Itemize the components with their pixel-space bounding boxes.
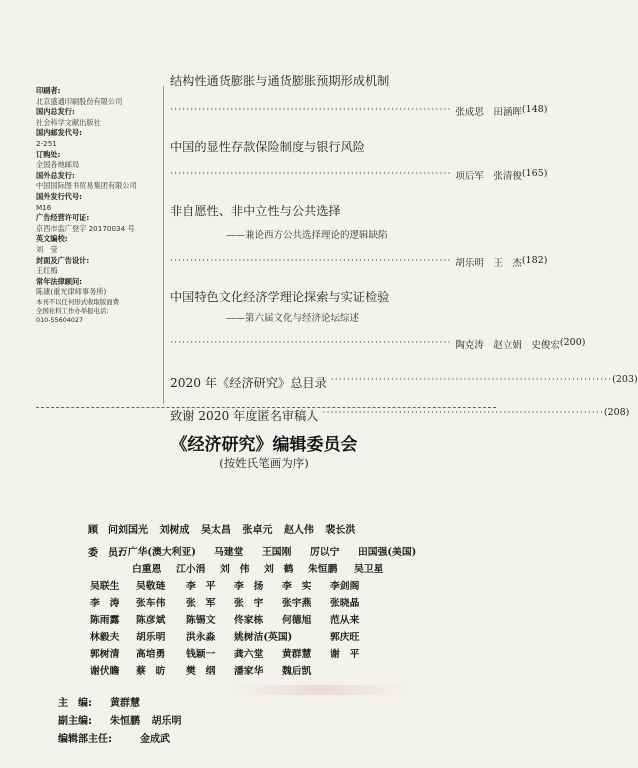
member-name: 高培勇 — [136, 649, 166, 660]
member-name: 李 实 — [282, 581, 312, 592]
info-value: 陈康(重光律师事务所) — [36, 287, 107, 297]
page-number: (165) — [521, 168, 548, 179]
member-name: 张 宇 — [234, 598, 264, 609]
info-label: 国内邮发代号: — [36, 128, 82, 138]
article-title: 中国的显性存款保险制度与银行风险 — [170, 140, 365, 154]
info-value: M16 — [36, 202, 52, 212]
page-number: (203) — [612, 374, 638, 385]
member-name: 吴卫星 — [354, 564, 384, 575]
article-authors: 陶克涛 赵立娟 史俊宏 — [455, 340, 560, 351]
info-label: 国外发行代号: — [36, 191, 82, 201]
member-name: 王国刚 — [262, 547, 292, 558]
member-name: 刘 鹤 — [264, 564, 294, 575]
print-smudge — [230, 685, 410, 695]
member-name: 刘 伟 — [220, 564, 250, 575]
members-label: 委 员: — [88, 548, 122, 559]
info-value: 全国各地邮局 — [36, 160, 80, 170]
member-name: 谢伏瞻 — [90, 666, 120, 677]
member-name: 谢 平 — [330, 649, 360, 660]
member-name: 白重恩 — [132, 564, 162, 575]
column-divider — [163, 86, 164, 404]
member-name: 吴敬琏 — [136, 581, 166, 592]
member-name: 李 平 — [186, 581, 216, 592]
toc-leader-line — [170, 407, 630, 424]
info-item — [36, 256, 164, 277]
member-name: 吴联生 — [90, 581, 120, 592]
member-name: 何德旭 — [282, 615, 312, 626]
toc-leader-line — [170, 374, 638, 391]
advisor-name: 刘国光 — [118, 525, 148, 536]
info-value: 刘 莹 — [36, 244, 58, 254]
member-name: 李 扬 — [234, 581, 264, 592]
advisors-label: 顾 问: — [88, 525, 122, 536]
article-subtitle: ——兼论西方公共选择理论的逻辑缺陷 — [226, 230, 388, 241]
member-name: 龚六堂 — [234, 649, 264, 660]
article-authors: 项后军 张清俊 — [455, 171, 522, 182]
dot-leader: ······································································ — [170, 104, 452, 115]
info-value: 京西市监广登字 20170034 号 — [36, 223, 135, 233]
advisor-name: 裴长洪 — [325, 525, 356, 536]
article-title: 2020 年《经济研究》总目录 — [170, 376, 327, 390]
advisor-name: 刘树成 — [159, 525, 190, 536]
info-label: 订购处: — [36, 149, 61, 159]
info-label: 广告经营许可证: — [36, 213, 90, 223]
info-value: 2-251 — [36, 138, 57, 148]
advisors-list — [118, 521, 363, 536]
article-authors: 胡乐明 王 杰 — [455, 258, 522, 269]
advisor-name: 吴太昌 — [200, 525, 231, 536]
dot-leader: ······································································ — [330, 374, 613, 385]
report-phone-label: 全国社科工作办举报电话: — [36, 306, 109, 315]
member-name: 魏后凯 — [282, 666, 312, 677]
deputy-editor-name: 胡乐明 — [151, 716, 182, 727]
info-item — [36, 171, 164, 192]
member-name: 陈雨露 — [90, 615, 120, 626]
chief-editor: 黄群慧 — [110, 698, 140, 709]
article-title: 致谢 2020 年度匿名审稿人 — [170, 409, 319, 423]
toc-leader-line — [170, 168, 548, 182]
advisor-name: 赵人伟 — [283, 525, 314, 536]
deputy-editor-name: 朱恒鹏 — [110, 716, 140, 727]
member-name: 张宇燕 — [282, 598, 312, 609]
info-item — [36, 86, 164, 107]
toc-leader-line — [170, 255, 548, 269]
article-subtitle: ——第六届文化与经济论坛综述 — [226, 313, 360, 324]
info-label: 国外总发行: — [36, 170, 75, 180]
toc-leader-line — [170, 337, 586, 351]
info-label: 封面及广告设计: — [36, 255, 90, 265]
dot-leader: ······································································ — [170, 255, 452, 266]
info-label: 英文编校: — [36, 234, 68, 244]
page-number: (182) — [521, 255, 548, 266]
dot-leader: ······································································ — [322, 407, 604, 418]
member-name: 陈锡文 — [186, 615, 216, 626]
member-name: 李剑阁 — [330, 581, 360, 592]
info-value: 王红梅 — [36, 266, 58, 276]
fee-note: 本刊不以任何形式收取版面费 — [36, 297, 120, 306]
toc-entry — [170, 288, 586, 351]
dot-leader: ······································································ — [170, 168, 452, 179]
page-number: (148) — [521, 104, 548, 115]
member-name: 张车伟 — [136, 598, 166, 609]
member-name: 郭庆旺 — [330, 632, 360, 643]
member-name: 潘家华 — [234, 666, 264, 677]
section-divider — [36, 407, 496, 408]
member-name: 蔡 昉 — [136, 666, 166, 677]
article-title: 结构性通货膨胀与通货膨胀预期形成机制 — [170, 74, 390, 88]
info-label: 常年法律顾问: — [36, 276, 82, 286]
info-item — [36, 192, 164, 213]
publication-info — [36, 86, 164, 325]
toc-leader-line — [170, 104, 548, 118]
member-name: 张晓晶 — [330, 598, 360, 609]
deputy-editors — [110, 712, 189, 727]
member-name: 范从来 — [330, 615, 360, 626]
member-name: 佟家栋 — [234, 615, 264, 626]
dot-leader: ······································································ — [170, 337, 452, 348]
info-label: 印刷者: — [36, 86, 61, 95]
member-name: 樊 纲 — [186, 666, 216, 677]
office-director-label: 编辑部主任: — [58, 734, 112, 745]
member-name: 朱恒鹏 — [308, 564, 338, 575]
advisor-name: 张卓元 — [242, 525, 273, 536]
member-name: 胡乐明 — [136, 632, 166, 643]
member-name: 林毅夫 — [90, 632, 120, 643]
info-value: 北京盛通印刷股份有限公司 — [36, 96, 123, 106]
member-name: 黄群慧 — [282, 649, 312, 660]
member-name: 李 涛 — [90, 598, 120, 609]
report-phone: 010-55604027 — [36, 315, 84, 324]
info-item — [36, 107, 164, 128]
member-name: 郭树清 — [90, 649, 120, 660]
info-item — [36, 213, 164, 234]
info-item — [36, 234, 164, 255]
article-title: 中国特色文化经济学理论探索与实证检验 — [170, 290, 390, 304]
member-name: 张 军 — [186, 598, 216, 609]
toc-entry — [170, 138, 548, 182]
deputy-editor-label: 副主编: — [58, 716, 92, 727]
member-name: 姚树洁(英国) — [234, 632, 293, 643]
toc-entry — [170, 202, 548, 269]
board-title: 《经济研究》编辑委员会 — [170, 435, 358, 455]
page-number: (208) — [603, 407, 630, 418]
member-name: 陈彦斌 — [136, 615, 166, 626]
info-item — [36, 277, 164, 298]
article-authors: 张成思 田涵晖 — [455, 107, 522, 118]
office-director: 金成武 — [140, 734, 170, 745]
article-title: 非自愿性、非中立性与公共选择 — [170, 204, 341, 218]
info-item — [36, 128, 164, 149]
member-name: 厉以宁 — [310, 547, 340, 558]
info-value: 中国国际图书贸易集团有限公司 — [36, 181, 137, 191]
info-item — [36, 150, 164, 171]
info-value: 社会科学文献出版社 — [36, 117, 101, 127]
member-name: 洪永淼 — [186, 632, 216, 643]
member-name: 马建堂 — [214, 547, 244, 558]
board-subtitle: (按姓氏笔画为序) — [219, 456, 309, 470]
member-name: 江小涓 — [176, 564, 206, 575]
member-name: 万广华(澳大利亚) — [118, 547, 196, 558]
page-number: (200) — [559, 337, 586, 348]
member-name: 田国强(美国) — [358, 547, 417, 558]
info-label: 国内总发行: — [36, 107, 75, 117]
member-name: 钱颖一 — [186, 649, 216, 660]
toc-entry — [170, 72, 548, 118]
chief-editor-label: 主 编: — [58, 698, 92, 709]
